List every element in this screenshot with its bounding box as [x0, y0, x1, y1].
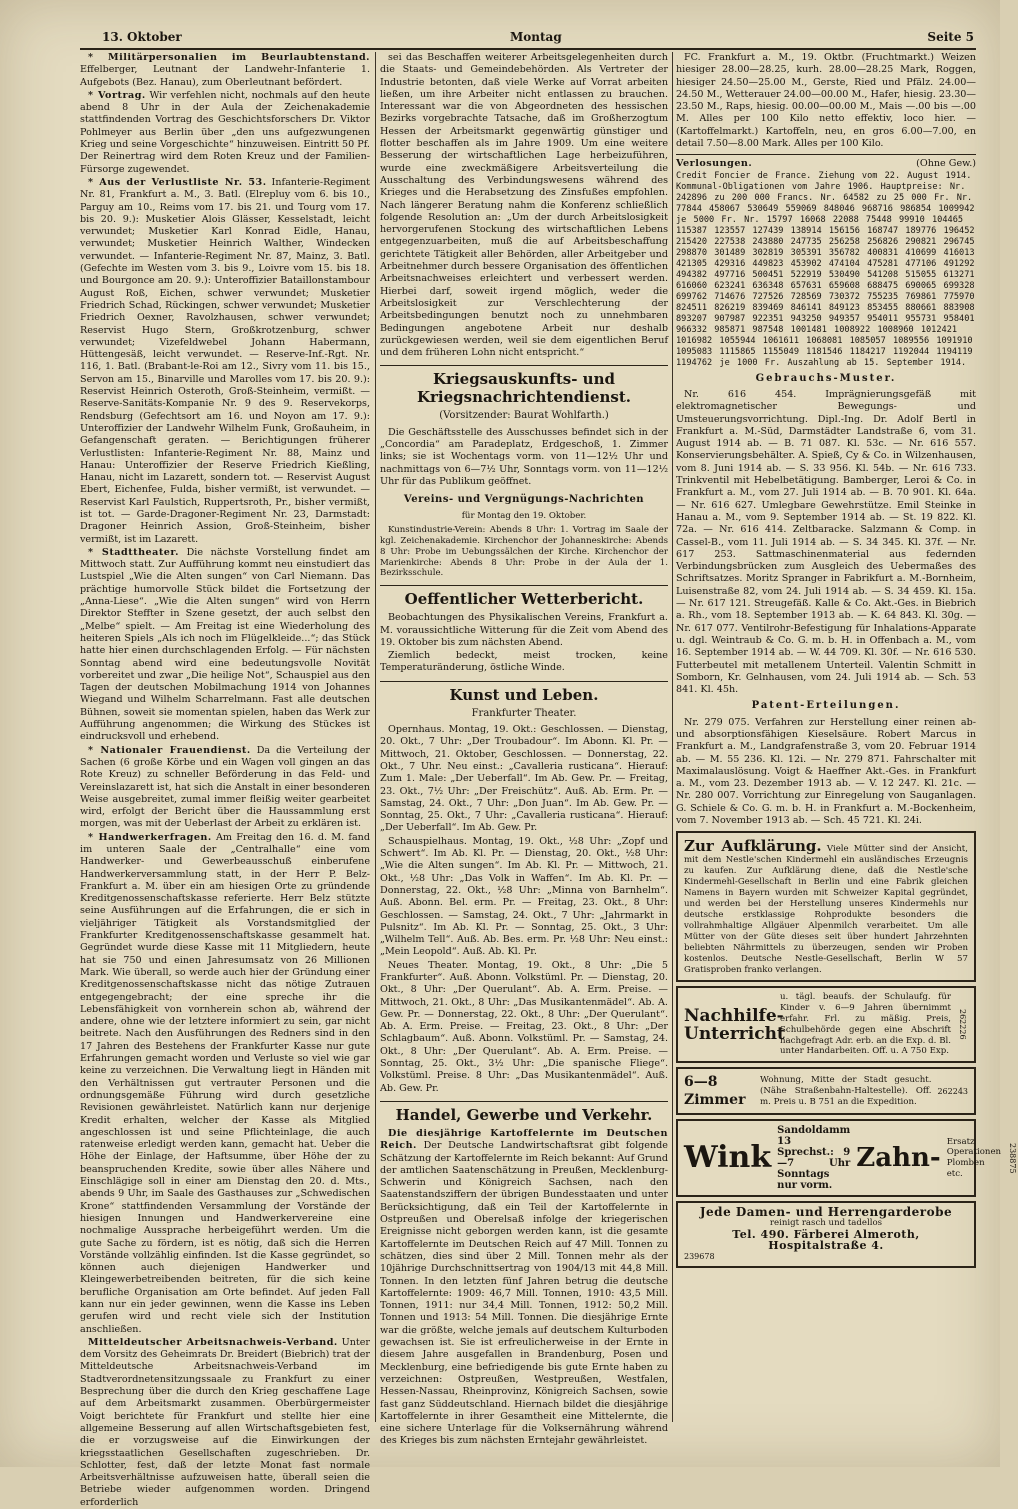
section-title: Kunst und Leben.: [380, 681, 668, 704]
header-day: Montag: [510, 30, 562, 44]
header-page: Seite 5: [927, 30, 974, 44]
ad-side-text: Ersatz Operationen Plomben etc.: [946, 1136, 1002, 1179]
article: Nr. 279 075. Verfahren zur Herstellung einer reinen ab- und absorptionsfähigen Kieselsäure. Robert Marcus in Frankfurt a. M., Landgrafenstraße 3, vom 20. Februar 1914 ab. — M. 55 236. Kl. 12i. — Nr. 279 871. Fahrschalter mit Maximalauslösung. Voigt & Haeffner Akt.-Ges. in Frankfurt a. M., vom 23. Dezember 1913 ab. — V. 12 247. Kl. 21c. — Nr. 280 007. Vorrichtung zur Einregelung von Sauganlagen. G. Schiele & Co. G. m. b. H. in Frankfurt a. M.-Bockenheim, vom 7. November 1913 ab. — Sch. 45 721. Kl. 24i.: [676, 716, 976, 827]
article: Ziemlich bedeckt, meist trocken, keine Temperaturänderung, östliche Winde.: [380, 650, 668, 674]
section-subtitle: (Vorsitzender: Baurat Wohlfarth.): [439, 410, 609, 422]
article: Credit Foncier de France. Ziehung vom 22. August 1914. Kommunal-Obligationen vom Jahre 1906. Hauptpreise: Nr. 242896 zu 200 000 Francs. Nr. 64582 zu 25 000 Fr. Nr. 77844 458067 530649 559069 848046 968716 986854 1009942 je 5000 Fr. Nr. 15797 16068 22088 75448 99910 104465 115387 123557 127439 138914 156156 168747 189776 196452 215420 227538 243880 247735 256258 256826 290821 296745 298870 301489 302819 305391 356782 400831 410699 416013 421305 429316 449823 453902 474104 475281 477106 491292 494382 497716 500451 522919 530490 541208 515055 613271 616060 623241 636348 657631 659608 688475 690065 699328 699762 714676 727526 728569 730372 755235 769861 775970 824511 826219 839469 846141 849123 853455 880661 883908 893207 907987 922351 943250 949357 954011 955731 958401 966332 985871 987548 1001481 1008922 1008960 1012421 1016982 1055944 1061611 1068081 1085057 1089556 1091910 1095083 1115865 1155049 1181546 1184217 1192044 1194119 1194762 je 1000 Fr. Auszahlung ab 15. September 1914.: [676, 170, 975, 368]
column-right: [676, 52, 1018, 1432]
ad-title: Zur Aufklärung.: [684, 837, 822, 856]
page-header: [80, 30, 976, 50]
ad-number: 262226: [958, 1009, 967, 1041]
ad-title: Nachhilfe-Unterricht: [684, 1005, 785, 1044]
advertisement: [676, 1067, 976, 1115]
section-title: Vereins- und Vergnügungs-Nachrichten: [403, 494, 645, 506]
column-left: [80, 52, 370, 1508]
article: Nr. 616 454. Imprägnierungsgefäß mit elektromagnetischer Bewegungs- und Umsteuerungsvorrichtung. Dipl.-Ing. Dr. Adolf Bertl in Frankfurt a. M.-Süd, Darmstädter Landstraße 6, vom 31. August 1914 ab. — B. 71 087. Kl. 53c. — Nr. 616 557. Konservierungsbehälter. A. Spieß, Cy & Co. in Wilzenhausen, vom 8. Juni 1914 ab. — S. 33 956. Kl. 54b. — Nr. 616 733. Trinkventil mit Hebelbetätigung. Bamberger, Leroi & Co. in Frankfurt a. M., vom 27. Juli 1914 ab. — B. 70 901. Kl. 64a. — Nr. 616 627. Umlegbare Gewehrstütze. Emil Steinke in Hanau a. M., vom 9. September 1914 ab. — St. 19 822. Kl. 72a. — Nr. 616 414. Zeltbaracke. Salzmann & Comp. in Cassel-B., vom 11. Juli 1914 ab. — S. 34 345. Kl. 37f. — Nr. 617 253. Sattmaschinenmaterial aus federnden Verbindungsbrücken zum Ausgleich des Uebermaßes des Schriftsatzes. Moritz Spranger in Fabrikfurt a. M.-Bornheim, Luisenstraße 82, vom 24. Juli 1914 ab. — S. 34 459. Kl. 15a. — Nr. 617 121. Streugefäß. Kalle & Co. Akt.-Ges. in Biebrich a. Rh., vom 18. September 1913 ab. — K. 64 843. Kl. 30g. — Nr. 617 077. Ventilrohr-Befestigung für Inhalations-Apparate u. dgl. Weintraub & Co. G. m. b. H. in Offenbach a. M., vom 16. September 1914 ab. — W. 44 709. Kl. 30f. — Nr. 616 530. Futterbeutel mit metallenem Unterteil. Valentin Schmitt in Somborn, Kr. Gelnhausen, vom 24. Juli 1914 ab. — Sch. 53 841. Kl. 45h.: [676, 388, 976, 696]
ad-text: Wohnung, Mitte der Stadt gesucht. (Nähe Straßenbahn-Haltestelle). Off. m. Preis u. B 751 an die Expedition.: [760, 1074, 932, 1107]
column-rule: [672, 52, 673, 1422]
advertisement: [676, 1201, 976, 1268]
section-tag: (Ohne Gew.): [916, 158, 976, 170]
ad-address: Tel. 490. Färberei Almeroth, Hospitalstraße 4.: [732, 1227, 920, 1252]
advertisement: [676, 831, 976, 982]
article: * Handwerkerfragen. Am Freitag den 16. d. M. fand im unteren Saale der „Centralhalle“ eine vom Handwerker- und Gewerbeausschuß einberufene Handwerkerversammlung statt, in der Herr P. Belz-Frankfurt a. M. über ein am hiesigen Orte zu gründende Kreditgenossenschaftskasse referierte. Herr Belz stützte seine Ausführungen auf die Erfahrungen, die er sich in vieljähriger Tätigkeit als Vorstandsmitglied der Frankfurter Kreditgenossenschaftskasse gesammelt hat. Gegründet wurde diese Kasse mit 11 Mitgliedern, heute hat sie 750 und einen Jahresumsatz von 26 Millionen Mark. Wie überall, so werde auch hier der Gründung einer Kreditgenossenschaftskasse nicht das nötige Zutrauen entgegengebracht; der eine spreche ihr die Lebensfähigkeit von vornherein schon ab, während der andere, ohne wie der letztere informiert zu sein, gar nicht beitrete. Nach den Ausführungen des Redners sind in den 17 Jahren des Bestehens der Frankfurter Kasse nur gute Erfahrungen gemacht worden und Verluste so viel wie gar keine zu verzeichnen. Die Verwaltung liegt in Händen mit den Verhältnissen gut vertrauter Personen und die ordnungsgemäße Führung wird durch gesetzliche Revisionen gewährleistet. Natürlich kann nur derjenige Kredit erhalten, welcher der Kasse als Mitglied angeschlossen ist und seine Pflichteinlage, die auch ratenweise erledigt werden kann, gemacht hat. Ueber die Höhe der Einlage, der Haftsumme, über Höhe der zu beanspruchenden Kredite, sowie über alles Nähere und Einschlägige soll in einer am Dienstag den 20. d. Mts., abends 9 Uhr, im Saale des Gasthauses zur „Schwedischen Krone“ stattfindenden Versammlung der Vorstände der hiesigen Innungen und Handwerkervereine eine nochmalige Aussprache herbeigeführt werden. Um die gute Sache zu fördern, ist es nötig, daß sich die Herren Vorstände vollzählig einfinden. Ist die Kasse gegründet, so können auch diejenigen Handwerker und Kleingewerbetreibenden beitreten, für die sich keine berufliche Organisation am Orte befindet. Auf jeden Fall kann nur ein jeder gewinnen, wenn die Kasse ins Leben gerufen wird und recht viele sich der Institution anschließen.: [80, 831, 370, 1335]
section-subtitle: für Montag den 19. Oktober.: [461, 510, 587, 521]
ad-title-2: Zahn-: [856, 1143, 941, 1174]
ad-title: Jede Damen- und Herrengarderobe: [699, 1205, 953, 1220]
article: * Vortrag. Wir verfehlen nicht, nochmals auf den heute abend 8 Uhr in der Aula der Zeichenakademie stattfindenden Vortrag des Geschichtsforschers Dr. Viktor Pohlmeyer aus Berlin über „den uns aufgezwungenen Krieg und seine Vorgeschichte“ hinzuweisen. Eintritt 50 Pf. Der Reinertrag wird dem Roten Kreuz und der Familien-Fürsorge zugewendet.: [80, 89, 370, 175]
ad-text: reinigt rasch und tadellos: [769, 1218, 883, 1229]
ad-number: 238875: [1008, 1142, 1018, 1174]
ad-text: Sandoldamm 13 Sprechst.: 9—7 Uhr Sonntags nur vorm.: [777, 1125, 851, 1192]
article: Schauspielhaus. Montag, 19. Okt., ½8 Uhr: „Zopf und Schwert“. Im Ab. Kl. Pr. — Dienstag, 20. Okt., ½8 Uhr: „Wie die Alten sungen“. Im Ab. Kl. Pr. — Mittwoch, 21. Okt., ½8 Uhr: „Das Volk in Waffen“. Im Ab. Kl. Pr. — Donnerstag, 22. Okt., ½8 Uhr: „Minna von Barnhelm“. Auß. Abonn. Bel. erm. Pr. — Freitag, 23. Okt., 8 Uhr: Geschlossen. — Samstag, 24. Okt., 7 Uhr: „Jahrmarkt in Pulsnitz“. Im Ab. Kl. Pr. — Sonntag, 25. Okt., 3 Uhr: „Wilhelm Tell“. Auß. Ab. Bes. erm. Pr. ½8 Uhr: Neu einst.: „Mein Leopold“. Auß. Ab. Kl. Pr.: [380, 835, 668, 958]
section-title: Oeffentlicher Wetterbericht.: [380, 585, 668, 608]
column-middle: [380, 52, 668, 1447]
article: Die diesjährige Kartoffelernte im Deutschen Reich. Der Deutsche Landwirtschaftsrat gibt folgende Schätzung der Kartoffelernte im Reich bekannt: Auf Grund der amtlichen Saatenschätzung in Preußen, Mecklenburg-Schwerin und Königreich Sachsen, nach den Saatenstandsziffern der übrigen Bundesstaaten und unter Berücksichtigung, daß ein Teil der Kartoffelernte in Ostpreußen und Oberelsaß infolge der kriegerischen Ereignisse nicht geborgen werden kann, ist die gesamte Kartoffelernte im Deutschen Reich auf 47 Mill. Tonnen zu schätzen, dies sind über 2 Mill. Tonnen mehr als der 10jährige Durchschnittsertrag von 1904/13 mit 44,8 Mill. Tonnen. In den letzten fünf Jahren betrug die deutsche Kartoffelernte: 1909: 46,7 Mill. Tonnen, 1910: 43,5 Mill. Tonnen, 1911: nur 34,4 Mill. Tonnen, 1912: 50,2 Mill. Tonnen und 1913: 54 Mill. Tonnen. Die diesjährige Ernte war die größte, welche jemals auf deutschem Kulturboden gewachsen ist. Sie ist erfreulicherweise in der Ernte in diesem Jahre ausgefallen in Brandenburg, Posen und Mecklenburg, eine befriedigende bis gute Ernte haben zu verzeichnen: Ostpreußen, Westpreußen, Westfalen, Hessen-Nassau, Rheinprovinz, Königreich Sachsen, sowie fast ganz Süddeutschland. Hiernach bildet die diesjährige Kartoffelernte in ihrer Gesamtheit eine Mittelernte, die eine sichere Unterlage für die Volksernährung während des Krieges bis zum nächsten Erntejahr gewährleistet.: [380, 1127, 668, 1447]
section-subtitle: Frankfurter Theater.: [471, 707, 577, 719]
ad-number: 262243: [937, 1086, 968, 1096]
header-date: 13. Oktober: [102, 30, 182, 44]
article: * Militärpersonalien im Beurlaubtenstand. Effelberger, Leutnant der Landwehr-Infanterie 1. Aufgebots (Bez. Hanau), zum Oberleutnant befördert.: [80, 52, 370, 88]
article: * Stadttheater. Die nächste Vorstellung findet am Mittwoch statt. Zur Aufführung kommt neu einstudiert das Lustspiel „Wie die Alten sungen“ von Carl Niemann. Das prächtige humorvolle Stück bildet die Fortsetzung der „Anna-Liese“. „Wie die Alten sungen“ wird von Herrn Direktor Steffter in Szene gesetzt, der auch selbst den „Melbe“ spielt. — Am Freitag ist eine Wiederholung des heiteren Spiels „Als ich noch im Flügelkleide...“; das Stück hatte hier einen durchschlagenden Erfolg. — Für nächsten Sonntag abend wird eine bedeutungsvolle Novität vorbereitet und zwar „Die heilige Not“, Schauspiel aus den Tagen der deutschen Mobilmachung 1914 von Johannes Wiegand und Wilhelm Scharrelmann. Fast alle deutschen Bühnen, soweit sie momentan spielen, haben das Werk zur Aufführung angenommen; die Wirkung des Stückes ist eindrucksvoll und erhebend.: [80, 546, 370, 743]
article: Die Geschäftsstelle des Ausschusses befindet sich in der „Concordia“ am Paradeplatz, Erdgeschoß, 1. Zimmer links; sie ist Wochentags vorm. von 11—12½ Uhr und nachmittags von 6—7½ Uhr, Sonntags vorm. von 11—12½ Uhr für das Publikum geöffnet.: [380, 426, 668, 487]
section-title: Patent-Erteilungen.: [751, 700, 901, 712]
article: * Aus der Verlustliste Nr. 53. Infanterie-Regiment Nr. 81, Frankfurt a. M., 3. Batl. (Elrepluy vom 6. bis 10., Parguy am 10., Reims vom 17. bis 21. und Tourg vom 17. bis 20. 9.): Musketier Alois Glässer, Kesselstadt, leicht verwundet; Musketier Karl Konrad Eidle, Hanau, verwundet; Musketier Heinrich Walther, Windecken verwundet. — Infanterie-Regiment Nr. 87, Mainz, 3. Batl. (Gefechte im Westen vom 3. bis 9., Loivre vom 15. bis 18. und Bourgonce am 20. 9.): Unteroffizier Bataillonstambour August Roß, Eichen, schwer verwundet; Musketier Friedrich Schad, Rückingen, schwer verwundet; Musketier Friedrich Oexner, Ravolzhausen, schwer verwundet; Reservist Hugo Stern, Großkrotzenburg, schwer verwundet; Vizefeldwebel Johann Habermann, Hüttengesäß, leicht verwundet. — Reserve-Inf.-Rgt. Nr. 116, 1. Batl. (Brabant-le-Roi am 12., Sivry vom 11. bis 15., Servon am 15., Binarville und Marolles vom 17. bis 20. 9.): Reservist Heinrich Osteroth, Groß-Steinheim, vermißt. — Reserve-Sanitäts-Kompanie Nr. 9 des 9. Reservekorps, Rendsburg (Gefechtsort am 16. und Noyon am 17. 9.): Unteroffizier der Landwehr Wilhelm Funk, Großauheim, in Gefangenschaft geraten. — Berichtigungen früherer Verlustlisten: Infanterie-Regiment Nr. 88, Mainz und Hanau: Unteroffizier der Reserve Friedrich Kießling, Hanau, nicht im Lazarett, sondern tot. — Reservist August Ebert, Eichenfee, Fulda, bisher vermißt, ist verwundet. — Reservist Karl Faulstich, Ruppertsroth, Pr., bisher vermißt, ist tot. — Garde-Dragoner-Regiment Nr. 23, Darmstadt: Dragoner Heinrich Assion, Groß-Steinheim, bisher vermißt, ist im Lazarett.: [80, 176, 370, 545]
article: * Nationaler Frauendienst. Da die Verteilung der Sachen (6 große Körbe und ein Wagen voll gingen an das Rote Kreuz) zu schneller Beförderung in das Feld- und Vereinslazarett ist, hat sich die Anstalt in einer besonderen Weise ausgebreitet, zumal immer fleißig weiter gearbeitet wird, erfolgt der Bericht über die Haussammlung erst morgen, was mit der Ueberlast der Arbeit zu erklären ist.: [80, 744, 370, 830]
ad-number: 239678: [684, 1251, 715, 1261]
section-title: Gebrauchs-Muster.: [755, 372, 897, 384]
section-title: Verlosungen.: [676, 158, 753, 170]
article: Neues Theater. Montag, 19. Okt., 8 Uhr: „Die 5 Frankfurter“. Auß. Abonn. Volkstüml. Pr. — Dienstag, 20. Okt., 8 Uhr: „Der Querulant“. Ab. A. Erm. Preise. — Mittwoch, 21. Okt., 8 Uhr: „Das Musikantenmädel“. Ab. A. Gew. Pr. — Donnerstag, 22. Okt., 8 Uhr: „Der Querulant“. Ab. A. Erm. Preise. — Freitag, 23. Okt., 8 Uhr: „Der Schlagbaum“. Auß. Abonn. Volkstüml. Pr. — Samstag, 24. Okt., 8 Uhr: „Der Querulant“. Ab. A. Erm. Preise. — Sonntag, 25. Okt., 3½ Uhr: „Die spanische Fliege“. Volkstüml. Preise. 8 Uhr: „Das Musikantenmädel“. Auß. Ab. Gew. Pr.: [380, 959, 668, 1094]
ad-text: u. tägl. beaufs. der Schulaufg. für Kinder v. 6—9 Jahren übernimmt erfahr. Frl. zu mäßig. Preis, Schulbehörde gegen eine Abschrift nachgefragt Adr. erb. an die Exp. d. Bl. unter Handarbeiten. Off. u. A 750 Exp.: [780, 992, 951, 1057]
advertisement: [676, 986, 976, 1063]
column-rule: [375, 52, 376, 1422]
section-title: Kriegsauskunfts- und Kriegsnachrichtendienst.: [380, 365, 668, 406]
article: Beobachtungen des Physikalischen Vereins, Frankfurt a. M. voraussichtliche Witterung für die Zeit vom Abend des 19. Oktober bis zum nächsten Abend.: [380, 612, 668, 648]
ad-title: 6—8 Zimmer: [684, 1074, 746, 1109]
advertisement: [676, 1119, 1018, 1197]
article: sei das Beschaffen weiterer Arbeitsgelegenheiten durch die Staats- und Gemeindebehörden. Als Vertreter der Industrie betonten, daß viele Werke auf Vorrat arbeiten ließen, um ihre Arbeiter nicht entlassen zu brauchen. Interessant war die von Abgeordneten des hessischen Bezirks vorgebrachte Tatsache, daß im Großherzogtum Hessen der Arbeitsmarkt gegenwärtig günstiger und flotter beschaffen als im Jahre 1909. Um eine weitere Besserung der wirtschaftlichen Lage herbeizuführen, wurde eine zweckmäßigere Arbeitsverteilung die Ausschaltung des Verbindungswesens während des Krieges und die Herabsetzung des Zinsfußes empfohlen. Nach längerer Beratung nahm die Konferenz schließlich folgende Resolution an: „Um der durch Arbeitslosigkeit hervorgerufenen Stockung des wirtschaftlichen Lebens entgegenzuarbeiten, muß die auf Arbeitsbeschaffung gerichtete Tätigkeit aller Behörden, aller Arbeitgeber und Arbeitnehmer durch bessere Organisation des öffentlichen Arbeitsnachweises erleichtert und verbessert werden. Hierbei darf, soweit irgend möglich, weder die Arbeitslosigkeit zur Verschlechterung der Arbeitsbedingungen benutzt noch zu unnehmbaren Bedingungen angebotene Arbeit nur deshalb zurückgewiesen werden, weil sie dem eigentlichen Beruf und dem früheren Lohn nicht entspricht.“: [380, 52, 668, 359]
article: Opernhaus. Montag, 19. Okt.: Geschlossen. — Dienstag, 20. Okt., 7 Uhr: „Der Troubadour“. Im Abonn. Kl. Pr. — Mittwoch, 21. Oktober, Geschlossen. — Donnerstag, 22. Okt., 7 Uhr. Neu einst.: „Cavalleria rusticana“. Hierauf: Zum 1. Male: „Der Ueberfall“. Im Ab. Gew. Pr. — Freitag, 23. Okt., 7½ Uhr: „Der Freischütz“. Auß. Ab. Erm. Pr. — Samstag, 24. Okt., 7 Uhr: „Don Juan“. Im Ab. Gew. Pr. — Sonntag, 25. Okt., 7 Uhr: „Cavalleria rusticana“. Hierauf: „Der Ueberfall“. Im Ab. Gew. Pr.: [380, 724, 668, 834]
article: FC. Frankfurt a. M., 19. Oktbr. (Fruchtmarkt.) Weizen hiesiger 28.00—28.25, kurh. 28.00—28.25 Mark, Roggen, hiesiger 24.50—25.00 M., Gerste, Ried und Pfälz. 24.00—24.50 M., Wetterauer 24.00—00.00 M., Hafer, hiesig. 23.30—23.50 M., Raps, hiesig. 00.00—00.00 M., Mais —.00 bis —.00 M. Alles per 100 Kilo netto effektiv, loco hier. — (Kartoffelmarkt.) Kartoffeln, neu, en gros 6.00—7.00, en detail 7.50—8.00 Mark. Alles per 100 Kilo.: [676, 52, 976, 150]
ad-text: Viele Mütter sind der Ansicht, mit dem Nestle'schen Kindermehl ein ausländisches Erzeugnis zu kaufen. Zur Aufklärung diene, daß die Nestle'sche Kindermehl-Gesellschaft in Berlin und eine Fabrik gleichen Namens in Bayern wurden mit Schweizer Kapital gegründet, und werden bei der Herstellung unseres Kindermehls nur deutsche erstklassige Rohprodukte besonders die vollrahmhaltige Allgäuer Alpenmilch verarbeitet. Um alle Mütter von der Güte dieses seit über hundert Jahrzehnten beliebten Nährmittels zu überzeugen, senden wir Proben kostenlos. Deutsche Nestle-Gesellschaft, Berlin W 57 Gratisproben franko verlangen.: [684, 844, 968, 976]
article: Kunstindustrie-Verein: Abends 8 Uhr: 1. Vortrag im Saale der kgl. Zeichenakademie. Kirchenchor der Johanneskirche: Abends 8 Uhr: Probe im Uebungssälchen der Kirche. Kirchenchor der Marienkirche: Abends 8 Uhr: Probe in der Aula der 1. Bezirksschule.: [380, 525, 668, 579]
section-title: Handel, Gewerbe und Verkehr.: [380, 1101, 668, 1124]
section-heading-row: [676, 154, 976, 170]
article: Mitteldeutscher Arbeitsnachweis-Verband. Unter dem Vorsitz des Geheimrats Dr. Breidert (Biebrich) trat der Mitteldeutsche Arbeitsnachweis-Verband im Stadtverordnetensitzungssaale zu Frankfurt zu einer Besprechung über die durch den Krieg geschaffene Lage auf dem Arbeitsmarkt zusammen. Oberbürgermeister Voigt berichtete für Frankfurt und stellte hier eine allgemeine Besserung auf allen Wirtschaftsgebieten fest, die er vorzugsweise auf die Einwirkungen der kriegsstaatlichen Gesellschaften zugeschrieben. Dr. Schlotter, fest, daß der letzte Monat fast normale Arbeitsverhältnisse aufzuweisen hatte, überall seien die Betriebe wieder aufgenommen worden. Dringend erforderlich: [80, 1336, 370, 1508]
ad-title: Wink: [684, 1140, 772, 1176]
